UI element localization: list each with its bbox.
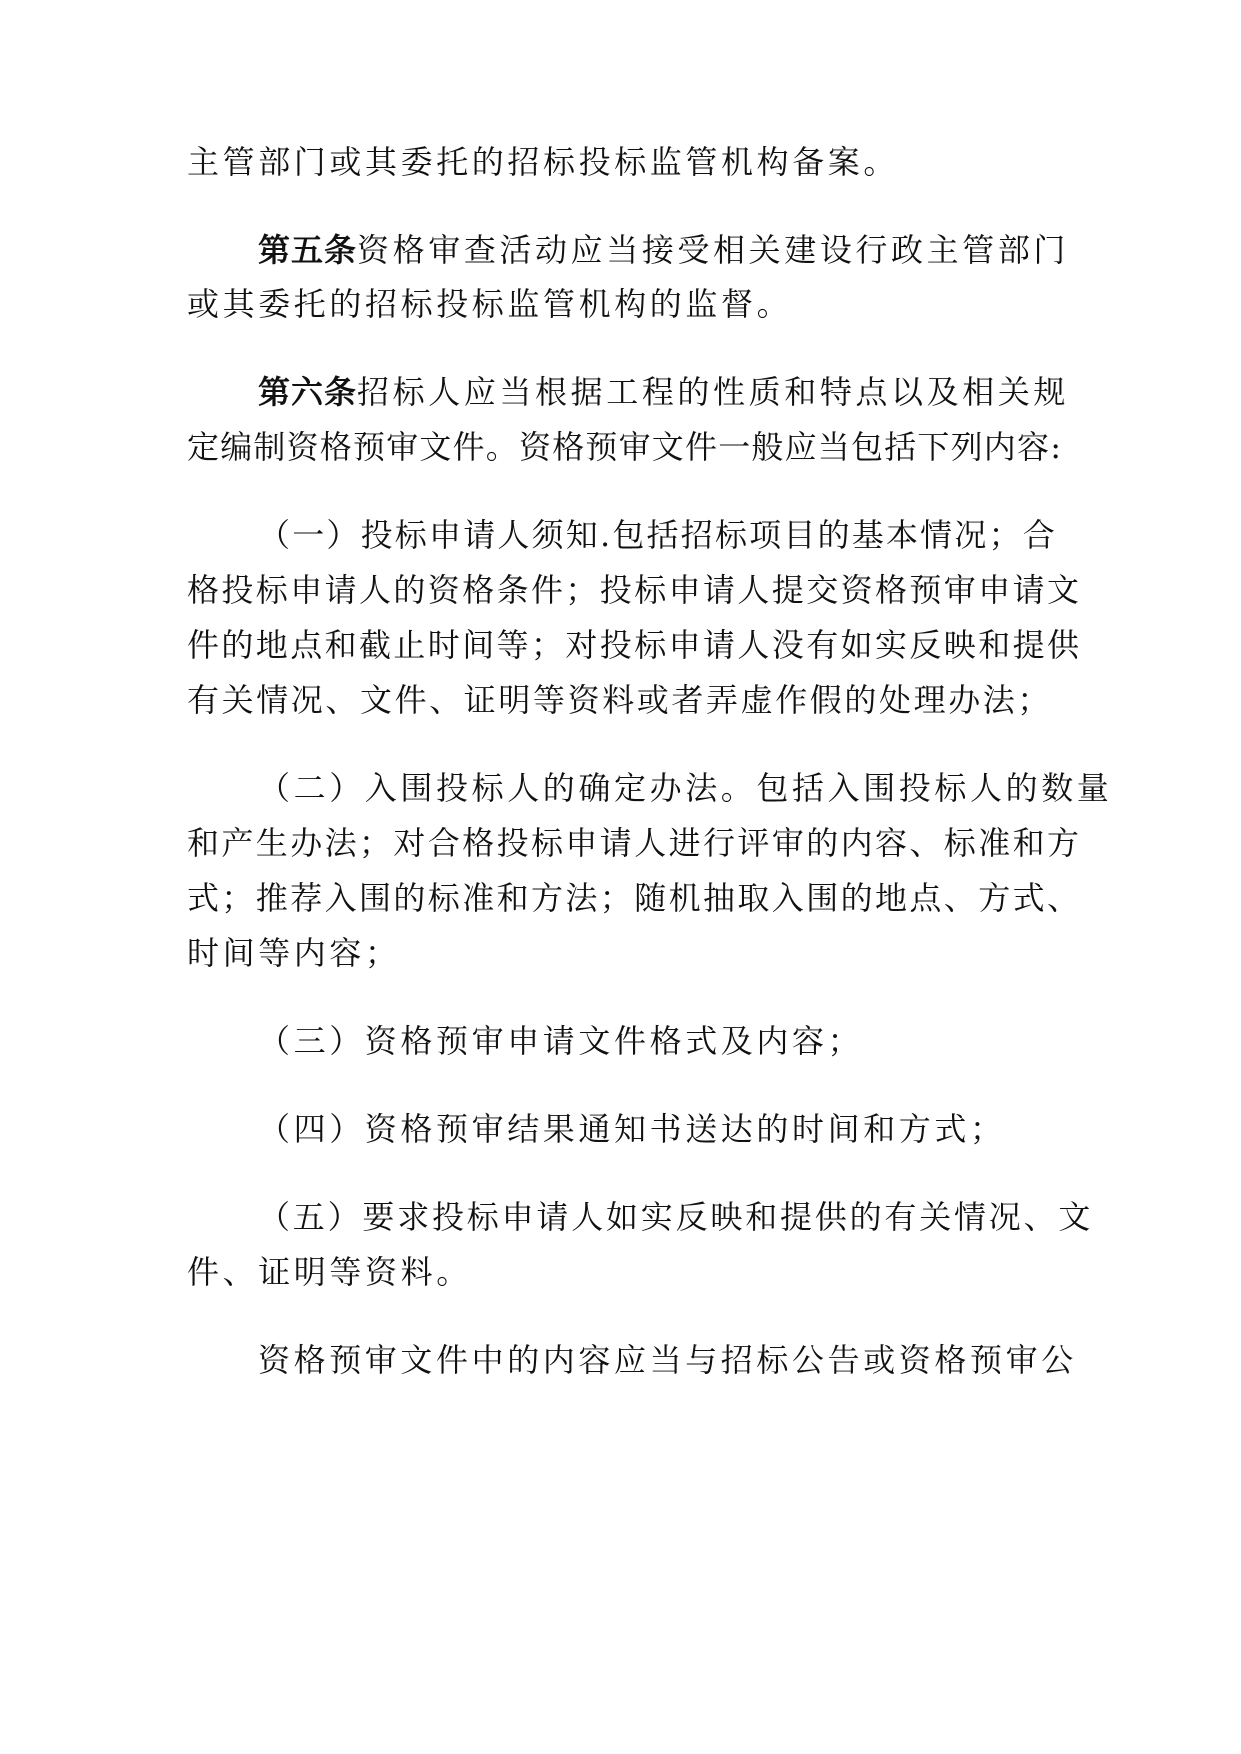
item-5-line-2: 件、证明等资料。 [187,1253,472,1291]
item-1-line-3: 件的地点和截止时间等；对投标申请人没有如实反映和提供 [187,626,1082,664]
item-3-line-1: （三）资格预审申请文件格式及内容； [258,1022,864,1060]
article-6-line-2: 定编制资格预审文件。资格预审文件一般应当包括下列内容: [187,428,1063,466]
item-2-line-1: （二）入围投标人的确定办法。包括入围投标人的数量 [258,769,1113,807]
article-5-line-2: 或其委托的招标投标监管机构的监督。 [187,285,793,323]
article-5-heading: 第五条 [258,231,358,269]
item-1-line-2: 格投标申请人的资格条件；投标申请人提交资格预审申请文 [187,571,1082,609]
text-line-1: 主管部门或其委托的招标投标监管机构备案。 [187,143,900,181]
item-2-line-3: 式；推荐入围的标准和方法；随机抽取入围的地点、方式、 [187,879,1082,917]
item-2-line-4: 时间等内容； [187,934,401,972]
item-2-line-2: 和产生办法；对合格投标申请人进行评审的内容、标准和方 [187,824,1082,862]
article-6-heading: 第六条 [258,373,358,411]
article-6-text: 招标人应当根据工程的性质和特点以及相关规 [357,373,1070,411]
item-5-line-1: （五）要求投标申请人如实反映和提供的有关情况、文 [258,1198,1094,1236]
article-5-line-1 [258,230,1069,270]
article-5-text: 资格审查活动应当接受相关建设行政主管部门 [357,231,1070,269]
item-4-line-1: （四）资格预审结果通知书送达的时间和方式； [258,1110,1006,1148]
article-6-line-1 [258,372,1069,412]
closing-line-1: 资格预审文件中的内容应当与招标公告或资格预审公 [258,1341,1077,1379]
item-1-line-1: （一）投标申请人须知.包括招标项目的基本情况；合 [258,516,1057,554]
item-1-line-4: 有关情况、文件、证明等资料或者弄虚作假的处理办法； [187,681,1053,719]
